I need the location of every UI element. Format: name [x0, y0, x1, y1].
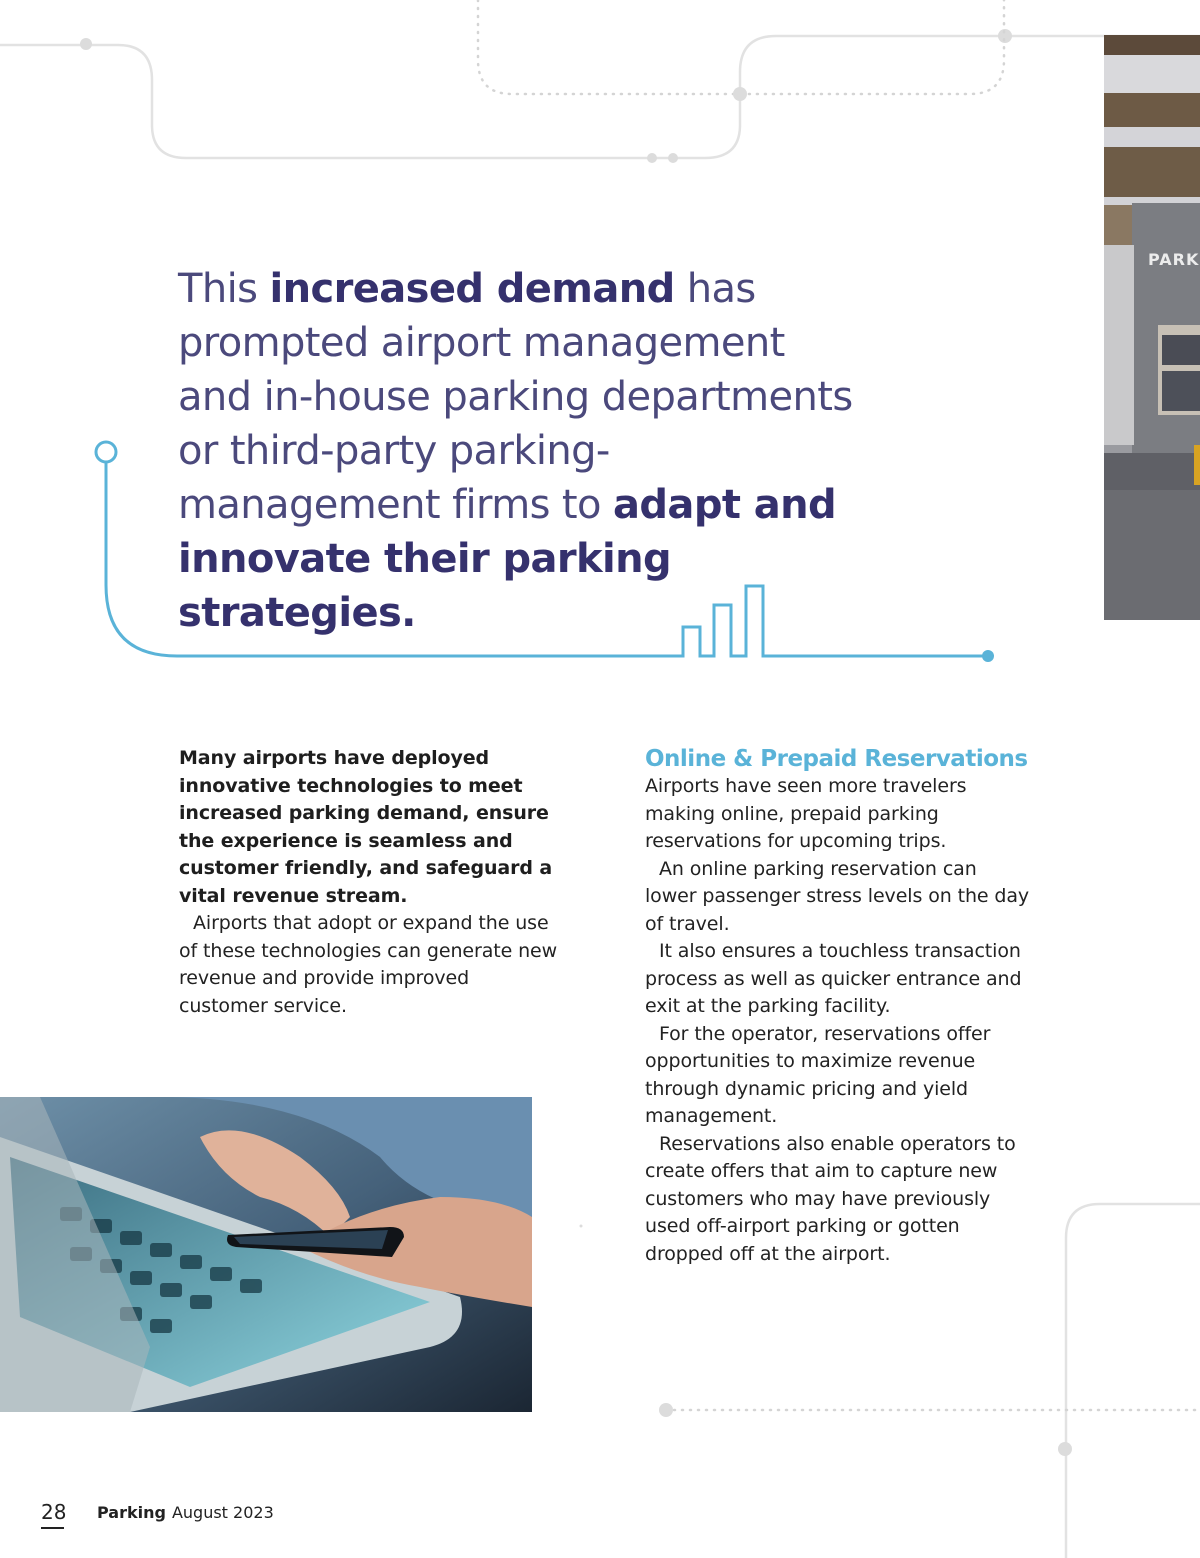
left-column [179, 745, 559, 1020]
body-paragraph: Airports that adopt or expand the use of these technologies can generate new revenue and provide improved customer service. [179, 912, 558, 1017]
pull-quote-text: has prompted airport management and in-house parking departments or third-party parking-management firms to [178, 266, 853, 528]
pull-quote-emphasis: adapt and innovate their parking strategies. [178, 482, 836, 636]
pull-quote-text: This [178, 266, 270, 312]
pull-quote [178, 262, 858, 640]
section-heading: Online & Prepaid Reservations [645, 746, 1028, 772]
body-paragraph: It also ensures a touchless transaction process as well as quicker entrance and exit at the parking facility. [645, 940, 1022, 1017]
page-number-underline [41, 1527, 64, 1529]
body-paragraph: An online parking reservation can lower passenger stress levels on the day of travel. [645, 857, 1030, 935]
parking-sign-text: PARK [1148, 250, 1200, 269]
laptop-smartphone-photo [0, 1097, 532, 1412]
magazine-name: Parking [97, 1503, 166, 1522]
magazine-footer [97, 1503, 274, 1522]
right-column [645, 745, 1030, 1268]
body-paragraph: Reservations also enable operators to create offers that aim to capture new customers who may have previously used off-airport parking or gotten dropped off at the airport. [645, 1132, 1016, 1265]
body-paragraph: For the operator, reservations offer opportunities to maximize revenue through dynamic pricing and yield management. [645, 1022, 991, 1127]
lead-paragraph: Many airports have deployed innovative technologies to meet increased parking demand, ensure the experience is seamless and customer friendly, and safeguard a vital revenue stream. [179, 747, 553, 907]
issue-date: August 2023 [171, 1503, 274, 1522]
pull-quote-emphasis: increased demand [269, 266, 675, 312]
body-paragraph: Airports have seen more travelers making online, prepaid parking reservations for upcoming trips. [645, 775, 967, 852]
parking-garage-photo [1104, 35, 1200, 620]
page-number: 28 [41, 1500, 67, 1524]
